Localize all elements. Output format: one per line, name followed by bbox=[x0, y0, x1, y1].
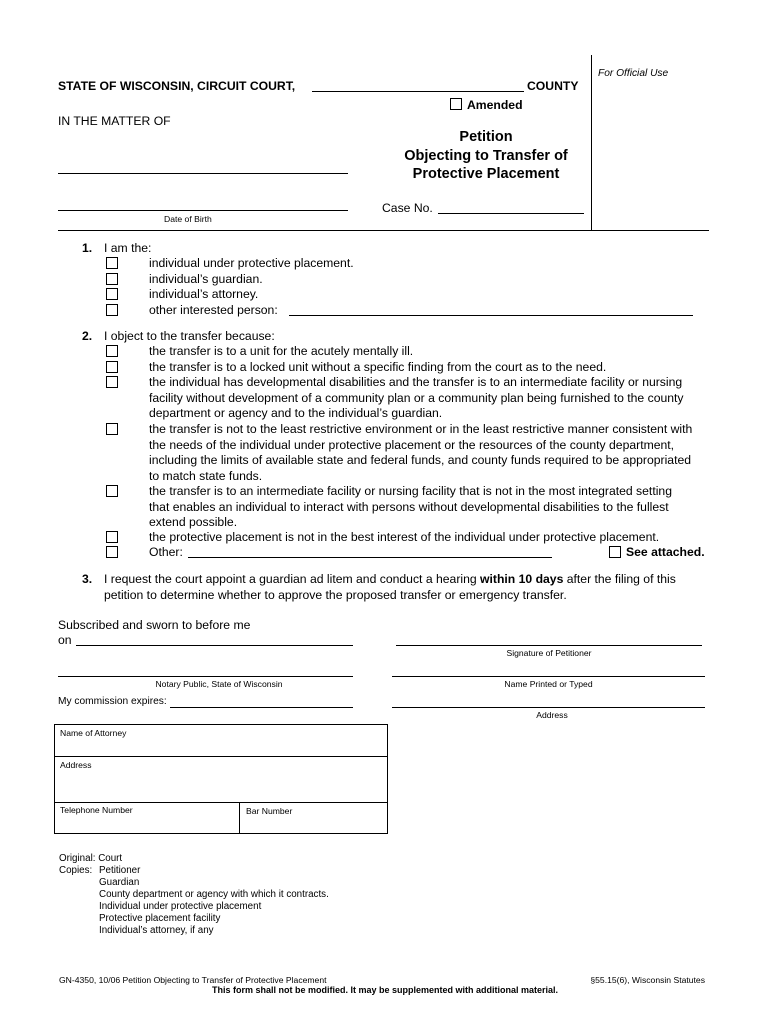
address-field[interactable] bbox=[392, 707, 705, 708]
attorney-bar-label: Bar Number bbox=[246, 806, 293, 816]
reason-line: that enables an individual to interact with persons without developmental disabilities to the fullest bbox=[149, 499, 669, 514]
section2-lead: I object to the transfer because: bbox=[104, 329, 275, 343]
attorney-name-label: Name of Attorney bbox=[60, 728, 127, 738]
reason-line: facility without development of a community plan or a community plan being furnished to the county bbox=[149, 390, 684, 405]
reason-line: extend possible. bbox=[149, 515, 238, 529]
court-title: STATE OF WISCONSIN, CIRCUIT COURT, bbox=[58, 79, 296, 93]
petition-title-line: Petition bbox=[459, 129, 513, 145]
section3-number: 3. bbox=[82, 572, 93, 586]
commission-label: My commission expires: bbox=[58, 696, 167, 707]
role-label: other interested person: bbox=[149, 303, 278, 317]
copy-recipient: Individual under protective placement bbox=[99, 901, 262, 912]
copy-recipient: Guardian bbox=[99, 877, 140, 888]
other-reason-label: Other: bbox=[149, 545, 183, 559]
section1-lead: I am the: bbox=[104, 241, 152, 255]
reason-line: department or agency and to the individual’s guardian. bbox=[149, 406, 443, 420]
attorney-name-cell[interactable] bbox=[54, 724, 388, 757]
county-label: COUNTY bbox=[527, 79, 579, 93]
sworn-date-field[interactable] bbox=[76, 645, 353, 646]
reason-line: the transfer is to an intermediate facility or nursing facility that is not in the most integrated setting bbox=[149, 484, 672, 498]
petition-title-line: Objecting to Transfer of bbox=[404, 147, 568, 164]
signature-field[interactable] bbox=[396, 645, 702, 646]
reason-text bbox=[149, 484, 672, 531]
section1-number: 1. bbox=[82, 241, 93, 255]
other-reason-checkbox[interactable] bbox=[106, 546, 118, 558]
reason-line: the transfer is not to the least restrictive environment or in the least restrictive manner consistent with bbox=[149, 422, 693, 436]
reason-text: the transfer is to a locked unit without a specific finding from the court as to the need. bbox=[149, 360, 607, 374]
on-label: on bbox=[58, 633, 72, 647]
matter-label: IN THE MATTER OF bbox=[58, 114, 171, 128]
form-id: GN-4350, 10/06 Petition Objecting to Transfer of Protective Placement bbox=[59, 975, 327, 985]
reason-checkbox[interactable] bbox=[106, 423, 118, 435]
section2-number: 2. bbox=[82, 329, 93, 343]
attorney-address-label: Address bbox=[60, 760, 92, 770]
petition-title bbox=[376, 128, 596, 184]
reason-checkbox[interactable] bbox=[106, 345, 118, 357]
reason-line: including the limits of available state and federal funds, and county funds required to be appropriated bbox=[149, 453, 692, 467]
reason-text: the protective placement is not in the best interest of the individual under protective placement. bbox=[149, 530, 660, 544]
copy-recipient: County department or agency with which it contracts. bbox=[99, 889, 329, 900]
copies-label: Copies: bbox=[59, 865, 93, 876]
amended-label: Amended bbox=[467, 98, 523, 112]
reason-text: the transfer is to a unit for the acutely mentally ill. bbox=[149, 344, 414, 358]
copy-recipient: Petitioner bbox=[99, 865, 141, 876]
section3-text-after: after the filing of this bbox=[563, 572, 676, 586]
signature-label: Signature of Petitioner bbox=[506, 648, 592, 658]
header-divider bbox=[58, 230, 709, 231]
reason-checkbox[interactable] bbox=[106, 361, 118, 373]
commission-field[interactable] bbox=[170, 707, 353, 708]
statute-reference: §55.15(6), Wisconsin Statutes bbox=[590, 975, 705, 985]
role-checkbox[interactable] bbox=[106, 257, 118, 269]
role-checkbox[interactable] bbox=[106, 304, 118, 316]
role-checkbox[interactable] bbox=[106, 273, 118, 285]
copy-recipient: Protective placement facility bbox=[99, 913, 221, 924]
petition-title-line: Protective Placement bbox=[412, 166, 560, 182]
amended-checkbox[interactable] bbox=[450, 98, 462, 110]
role-label: individual’s guardian. bbox=[149, 272, 263, 286]
reason-checkbox[interactable] bbox=[106, 376, 118, 388]
see-attached-label: See attached. bbox=[626, 545, 705, 559]
date-of-birth-field[interactable] bbox=[58, 210, 348, 211]
date-of-birth-label: Date of Birth bbox=[164, 214, 212, 224]
role-checkbox[interactable] bbox=[106, 288, 118, 300]
attorney-telephone-cell[interactable] bbox=[54, 802, 240, 834]
case-no-label: Case No. bbox=[382, 201, 433, 215]
attorney-bar-cell[interactable] bbox=[239, 802, 388, 834]
see-attached-checkbox[interactable] bbox=[609, 546, 621, 558]
section3-deadline: within 10 days bbox=[480, 572, 564, 586]
reason-checkbox[interactable] bbox=[106, 531, 118, 543]
reason-line: to match state funds. bbox=[149, 468, 263, 483]
notary-field[interactable] bbox=[58, 676, 353, 677]
address-label: Address bbox=[536, 710, 568, 720]
case-no-field[interactable] bbox=[438, 213, 584, 214]
reason-text bbox=[149, 375, 684, 422]
other-interested-person-field[interactable] bbox=[289, 315, 693, 316]
role-label: individual under protective placement. bbox=[149, 256, 354, 270]
original-label: Original: Court bbox=[59, 853, 123, 864]
subscribed-label: Subscribed and sworn to before me bbox=[58, 618, 251, 632]
name-printed-field[interactable] bbox=[392, 676, 705, 677]
reason-line: the individual has developmental disabilities and the transfer is to an intermediate facility or nursing bbox=[149, 375, 683, 389]
section3-text bbox=[104, 572, 676, 586]
section3-text-before: I request the court appoint a guardian ad litem and conduct a hearing bbox=[104, 572, 481, 586]
section3-text-line2: petition to determine whether to approve the proposed transfer or emergency transfer. bbox=[104, 588, 567, 602]
other-reason-field[interactable] bbox=[188, 557, 552, 558]
attorney-telephone-label: Telephone Number bbox=[60, 805, 133, 815]
copy-recipient: Individual’s attorney, if any bbox=[99, 925, 214, 936]
county-field[interactable] bbox=[312, 91, 524, 92]
modification-notice: This form shall not be modified. It may be supplemented with additional material. bbox=[211, 985, 559, 995]
reason-checkbox[interactable] bbox=[106, 485, 118, 497]
official-use-label: For Official Use bbox=[598, 68, 669, 79]
attorney-address-cell[interactable] bbox=[54, 756, 388, 803]
name-printed-label: Name Printed or Typed bbox=[504, 679, 593, 689]
reason-text bbox=[149, 422, 692, 484]
notary-label: Notary Public, State of Wisconsin bbox=[155, 679, 283, 689]
reason-line: the needs of the individual under protective placement or the resources of the county department, bbox=[149, 437, 675, 452]
matter-name-field[interactable] bbox=[58, 173, 348, 174]
role-label: individual’s attorney. bbox=[149, 287, 259, 301]
